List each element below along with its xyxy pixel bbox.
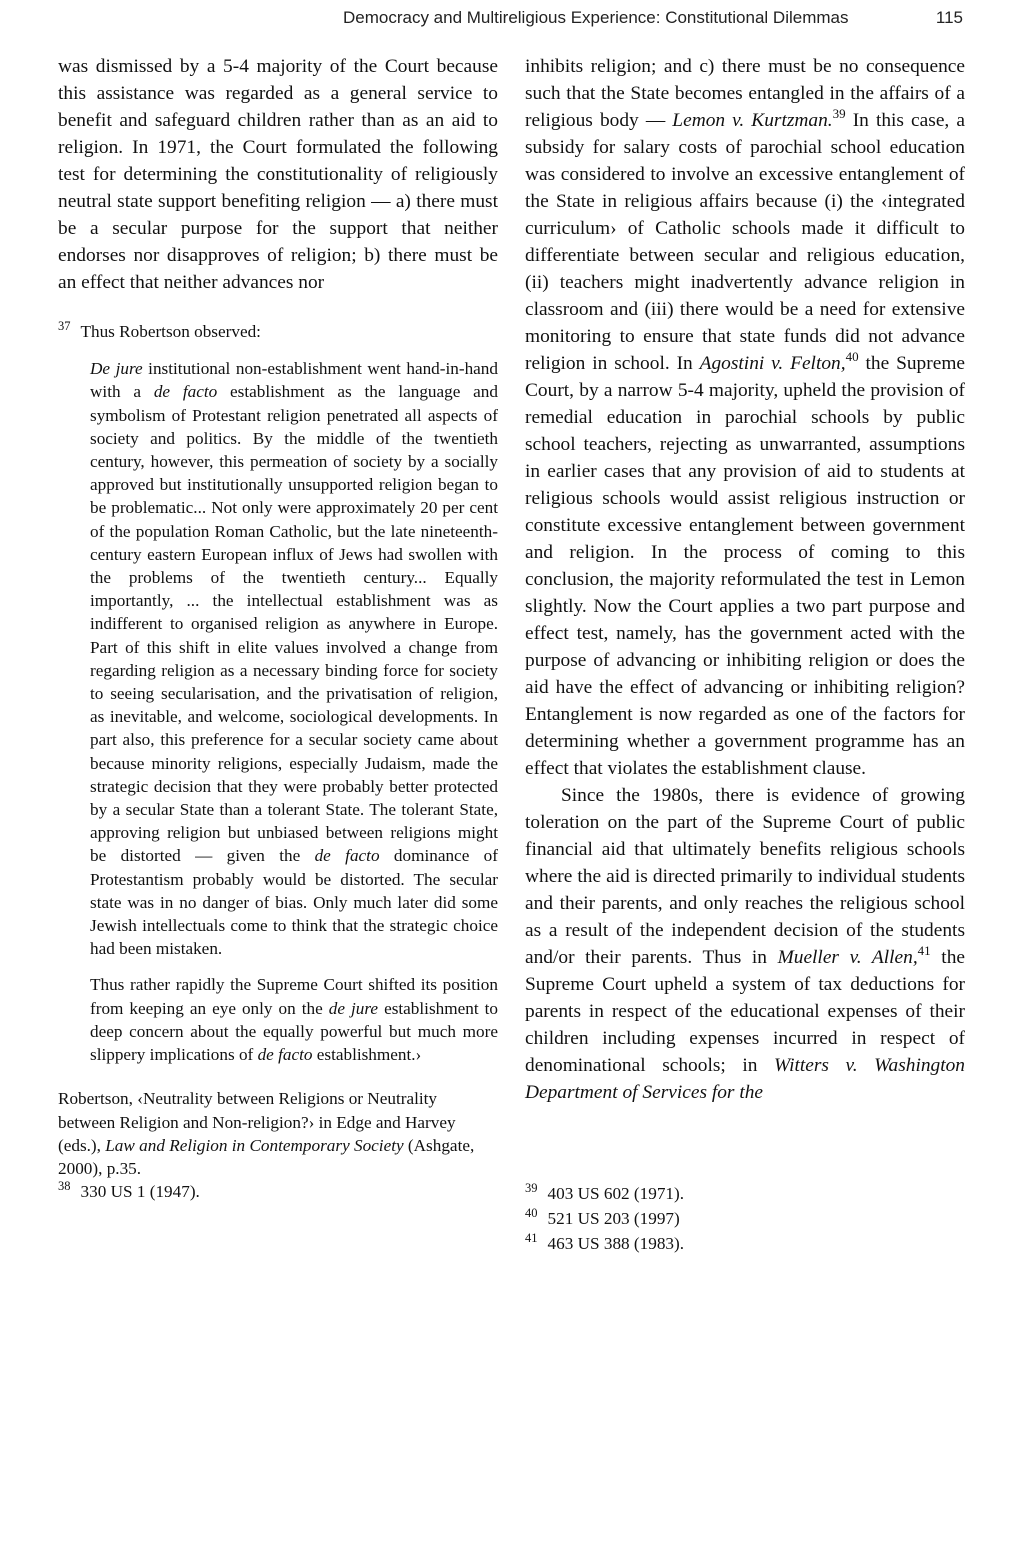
quote-text: dominance of Protestantism probably would be distorted. The secular state was in no danger of bias. Only much later did some Jewish intellectuals come to think that the strategic choice had been mistaken.	[90, 846, 498, 959]
footnote-text: 521 US 203 (1997)	[547, 1209, 680, 1229]
footnote-37	[58, 320, 498, 1203]
footnote-intro-text: Thus Robertson observed:	[80, 322, 261, 341]
quote-text: institutional non-establishment went hand-in-hand with a	[90, 359, 498, 402]
body-paragraph-continued: was dismissed by a 5-4 majority of the Court because this assistance was regarded as a general service to benefit and safeguard children rather than as an aid to religion. In 1971, the Court formulated the following test for determining the constitutionality of religiously neutral state support benefiting religion — a) there must be a secular purpose for the support that neither endorses nor disapproves of religion; b) there must be an effect that neither advances nor	[58, 56, 498, 293]
left-column	[58, 53, 498, 1203]
body-paragraph-2	[525, 782, 965, 1106]
page-number: 115	[935, 8, 963, 27]
footnote-text: 463 US 388 (1983).	[547, 1234, 685, 1254]
quote-paragraph-2	[90, 973, 498, 1066]
citation-title: Law and Religion in Contemporary Society	[105, 1135, 404, 1155]
case-name: Agostini v. Felton,	[699, 353, 846, 374]
italic-term: de jure	[328, 998, 379, 1018]
quote-paragraph-1	[90, 357, 498, 960]
body-text: inhibits religion; and c) there must be no consequence such that the State becomes entangled in the affairs of a religious body —	[525, 56, 965, 131]
quote-text: Thus rather rapidly the Supreme Court shifted its position from keeping an eye only on the	[90, 975, 498, 1018]
citation-text: (Ashgate, 2000), p.35.	[58, 1135, 475, 1178]
block-quote	[90, 357, 498, 1066]
quote-text: establishment to deep concern about the equally powerful but much more slippery implications of	[90, 998, 498, 1065]
quote-text: establishment as the language and symbolism of Protestant religion penetrated all aspects of society and politics. By the middle of the twentieth century, however, this permeation of society by a socially approved but institutionally unsupported religion began to be problematic... Not only were approximately 20 per cent of the population Roman Catholic, but the late nineteenth-century eastern European influx of Jews had swollen with the problems of the twentieth century... Equally importantly, ... the intellectual establishment was as indifferent to organised religion as anywhere in Europe. Part of this shift in elite values involved a change from regarding religion as a necessary binding force for society to seeing secularisation, and the privatisation of religion, as inevitable, and welcome, sociological developments. In part also, this preference for a secular society came about because minority religions, especially Judaism, made the strategic decision that they were probably better protected by a secular State than a tolerant State. The tolerant State, approving religion but unbiased between religions might be distorted — given the	[90, 382, 498, 866]
footnote-39	[525, 1182, 965, 1205]
footnote-number: 38	[58, 1179, 71, 1194]
italic-term: De jure	[90, 359, 143, 379]
quote-text: establishment.›	[312, 1045, 422, 1065]
case-name: Witters v. Washington Department of Services for the	[525, 1055, 965, 1103]
italic-term: de facto	[257, 1045, 313, 1065]
footnote-ref: 41	[917, 943, 931, 958]
case-name: Lemon v. Kurtzman.	[672, 110, 833, 131]
footnote-text: 403 US 602 (1971).	[547, 1184, 685, 1203]
italic-term: de facto	[314, 846, 380, 866]
body-text: In this case, a subsidy for salary costs of parochial school education was considered to involve an excessive entanglement of the State in religious affairs because (i) the ‹integrated curriculum› of Catholic schools made it difficult to differentiate between secular and religious education, (ii) teachers might inadvertently advance religion in classroom and (iii) there would be a need for extensive monitoring to ensure that state funds did not advance religion in school. In	[525, 110, 965, 374]
footnote-citation	[58, 1087, 498, 1180]
body-paragraph-1	[525, 53, 965, 782]
footnote-number: 40	[525, 1206, 538, 1221]
footnote-ref: 39	[832, 106, 846, 121]
footnote-number: 37	[58, 319, 71, 333]
footnote-38	[58, 1180, 498, 1203]
italic-term: de facto	[153, 382, 218, 402]
footnote-41	[525, 1232, 965, 1255]
footnotes-right	[525, 1182, 965, 1256]
body-text: the Supreme Court upheld a system of tax deductions for parents in respect of the educational expenses of their children including expenses incurred in respect of denominational schools; in	[525, 947, 965, 1076]
footnote-number: 41	[525, 1231, 538, 1246]
running-head-title: Democracy and Multireligious Experience: Constitutional Dilemmas	[343, 8, 849, 27]
footnote-40	[525, 1207, 965, 1230]
case-name: Mueller v. Allen,	[777, 947, 918, 968]
footnote-text: 330 US 1 (1947).	[80, 1182, 200, 1202]
footnote-37-intro	[58, 320, 498, 343]
body-text: Since the 1980s, there is evidence of growing toleration on the part of the Supreme Court of public financial aid that ultimately benefits religious schools where the aid is directed primarily to individual students and their parents, and only reaches the religious school as a result of the independent decision of the students and/or their parents. Thus in	[525, 785, 965, 968]
body-text: the Supreme Court, by a narrow 5-4 majority, upheld the provision of remedial education in parochial schools by public school teachers, rejecting as unwarranted, assumptions in earlier cases that any provision of aid to students at religious schools would assist religious instruction or constitute excessive entanglement between government and religion. In the process of coming to this conclusion, the majority reformulated the test in Lemon slightly. Now the Court applies a two part purpose and effect test, namely, has the government acted with the purpose of advancing or inhibiting religion or does the aid have the effect of advancing or inhibiting religion? Entanglement is now regarded as one of the factors for determining whether a government programme has an effect that violates the establishment clause.	[525, 353, 966, 779]
footnote-ref: 40	[845, 349, 859, 364]
footnote-number: 39	[525, 1181, 538, 1195]
citation-text: Robertson, ‹Neutrality between Religions or Neutrality between Religion and Non-religion?› in Edge and Harvey (eds.),	[58, 1089, 456, 1155]
right-column	[525, 53, 965, 1258]
